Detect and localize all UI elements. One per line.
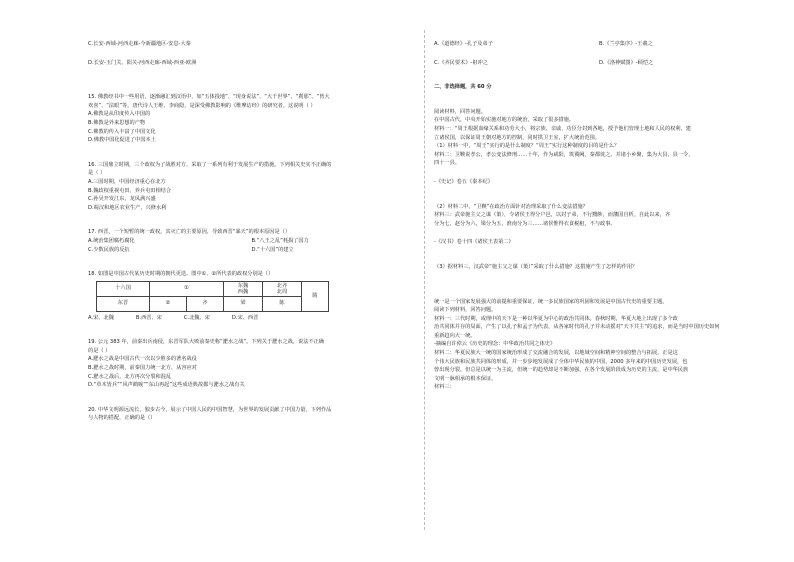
question-stem: 的是（ ） <box>88 347 111 354</box>
option-b: B.魏政权重视屯田，养兵屯田相结合 <box>88 187 172 194</box>
option-c: C.佛教的传入丰富了中国文化 <box>88 128 156 135</box>
text-line: 曾出现分裂，但总是以统一为主流，但统一的趋势却是不断加强，在各个发展阶段成为历史的主流，是中华民族 <box>434 367 689 374</box>
question-18 <box>88 270 415 322</box>
table-cell: 十六国 <box>97 281 150 296</box>
option-a: A.三国时期，中国经济重心在北方 <box>88 178 166 185</box>
table-cell: 北齐 北周 <box>263 281 302 296</box>
q20-options <box>434 40 764 49</box>
option-a: A.淝水之战是中国古代一次以少胜多的著名战役 <box>88 356 197 363</box>
question-stem: 欢喜”、“法眼”等。唐代诗人王维、李商隐，是深受佛教影响的《维摩诘经》的研究者。这说明（ ） <box>88 102 316 109</box>
text-line: 阅读材料，回答问题。 <box>434 108 486 115</box>
option-d: D.长安-玉门关、阳关-河西走廊-西域-西亚-欧洲 <box>88 59 197 66</box>
text-line: 材料三：武帝施主父之谋（策），令诸侯王得分户邑，以封子弟，不行黜陟，而藩国自析。自此以来，齐 <box>434 212 671 219</box>
option-a: A.统治集团腐朽腐化 <box>88 237 135 244</box>
dynasty-table <box>96 281 329 312</box>
table-cell: 隋 <box>302 281 329 311</box>
option-c: C.少数民族的反抗 <box>88 246 130 253</box>
option-b: B.《兰亭集序》-王羲之 <box>599 41 653 47</box>
question-21 <box>434 108 764 392</box>
text-line: 四十一县。 <box>434 160 460 167</box>
table-cell: 东晋 <box>97 296 150 311</box>
text-line: 个伟大民族和民族共同体的形成，并一步步地发展成了全体中华民族的中国，2000 多年来的中国历史发展，也 <box>434 358 688 365</box>
question-stem: 16. 三国鼎立时期，三个政权为了战胜对方，采取了一系列有利于发展生产的措施。下列相关史实不正确的 <box>88 161 332 168</box>
citation: -《史记》卷五《秦本纪》 <box>434 178 493 185</box>
column-divider <box>424 30 425 530</box>
question-20 <box>88 406 415 423</box>
table-cell: ① <box>150 281 224 296</box>
text-line: 材料三： <box>434 384 455 391</box>
options-row <box>88 314 415 323</box>
question-stem: 20. 中华文明源远流长，独步古今，展示了中国人民的中国智慧，为世界的发展贡献了中国力量，下列作品 <box>88 406 332 413</box>
text-line: 材料二：卫鞅说孝公，孝公变法修刑……十年，作为咸阳，筑冀阙，秦都徙之。并诸小乡聚，集为大县，县一令， <box>434 151 694 158</box>
option-c: C.淝水之战后，北方再次分裂和混乱 <box>88 373 172 380</box>
sub-question: （2）材料二中，“卫鞅”在政治方面针对治理采取了什么变法措施？ <box>434 203 588 210</box>
text-line: 材料二：华夏民族大一统的国家统治形成了交流融合的发展，以地域空间和精神空间的整合与拓展，正是这 <box>434 350 678 357</box>
question-stem: 18. 如图是中国古代某历史时期的朝代更迭。图中①、②所代表的政权分别是（） <box>88 271 274 278</box>
question-19 <box>88 338 415 390</box>
option-b: B.佛教是外来思想的产物 <box>88 119 146 126</box>
citation: -《汉书》卷十四《诸侯王表第二》 <box>434 239 514 246</box>
left-column <box>88 40 415 423</box>
text-line: 阅读下列材料，回答问题。 <box>434 307 497 314</box>
text-line: 分为七，赵分为六，梁分为五，淮南分为三……诸侯惟得衣食税租，不与政事。 <box>434 220 616 227</box>
text-line: 在中国古代，中央开始实施对地方的统治，采取了很多措施。 <box>434 117 575 124</box>
option-d: D.《洛神赋图》-顾恺之 <box>599 59 654 66</box>
section-title: 二、非选择题，共 60 分 <box>434 84 492 91</box>
option-c: C.孙吴开发江东，龙凤满兴盛 <box>88 196 156 203</box>
option-d: D.“十六国”的建立 <box>251 246 294 253</box>
option-b: B.淝水之战时期，前秦国力统一北方，从容应对 <box>88 365 197 372</box>
option-d: D.“草木皆兵”“风声鹤唳”“东山再起”这些成语典故都与淝水之战有关 <box>88 382 245 389</box>
option-d: D.蜀汉和地区农业生产，兴修水利 <box>88 204 167 211</box>
question-16 <box>88 161 415 213</box>
text-line: 治共同体并存的局面，产生了以孔子和孟子为代表，从各家时代的孔子并未动摇对“天下共主”的追求，而是当时中国历史如何 <box>434 324 720 331</box>
option-d: D.宋、西晋 <box>231 314 259 321</box>
option-b: B.“八王之乱”耗损了国力 <box>251 237 309 244</box>
option-a: A.宋、北魏 <box>88 314 114 321</box>
option-c: C.长安-西域-河西走廊-今新疆地区-安息-大秦 <box>88 41 191 47</box>
option-c: C.《齐民要术》-祖冲之 <box>434 59 488 66</box>
text-line: 统一是一个国家发展强大的前提和重要保证，统一多民族国家的巩固和发展是中国古代史的重要主题。 <box>434 298 668 305</box>
table-cell: 陈 <box>263 296 302 311</box>
sub-question: （3）据材料三，汉武帝“施主父之谋（策）”采取了什么措施？这措施产生了怎样的作用？ <box>434 263 638 270</box>
options-grid <box>88 237 415 254</box>
option-c: C.北魏、宋 <box>183 314 210 321</box>
text-line: 重新趋向大一统。 <box>434 332 476 339</box>
question-17 <box>88 228 415 254</box>
question-stem: 是（ ） <box>88 170 106 177</box>
q20-options <box>434 59 764 68</box>
table-cell: ② <box>150 296 187 311</box>
table-cell: 梁 <box>224 296 263 311</box>
table-cell: 东魏 西魏 <box>224 281 263 296</box>
question-stem: 17. 西晋，一个短暂的统一政权，其灭亡的主要原因，导致西晋“暴天”的根本原因是（） <box>88 229 291 236</box>
question-stem: 与人物的搭配，正确的是（） <box>88 415 156 422</box>
text-line: 材料一：三代时期，或理中的天下是一种以华夏为中心的政治共同体。春秋时期，华夏大地上出现了多个政 <box>434 315 678 322</box>
text-line: 材料一：“周王根据血缘关系和功劳大小，将宗族、亲戚、功臣分封到各地，授予他们管理土地和人民的权利，建 <box>434 125 691 132</box>
question-stem: 19. 公元 383 年，前秦出兵南侵，东晋军队大败前秦史称“淝水之战”。下列关于淝水之战，说法不正确 <box>88 339 324 346</box>
right-column <box>434 40 764 392</box>
text-line: 立诸侯国，以保证周王朝对地方的控制，同时拱卫王室，扩大统治范围。 <box>434 134 601 141</box>
text-line: （1）材料一中，“周王”实行的是什么制度？“周王”实行这种制度的目的是什么？ <box>434 143 620 150</box>
option-a: A.《道德经》-孔子及弟子 <box>434 41 493 47</box>
question-15 <box>88 93 415 145</box>
question-stem: 15. 佛教经书中一些用语，逐渐融汇到汉语中，如“五体投地”、“现身说法”、“大千世界”、“刹那”、“皆大 <box>88 94 330 101</box>
option-d: D.佛教中国化促进了中国本土 <box>88 137 156 144</box>
citation: -摘编自许倬云《历史的理念：中华政治共同之体史》 <box>434 341 556 348</box>
option-b: B.西晋、宋 <box>135 314 162 321</box>
option-a: A.佛教是从印度传入中国的 <box>88 111 151 118</box>
text-line: 文明一脉相承的根本保证。 <box>434 375 497 382</box>
table-cell: 齐 <box>187 296 224 311</box>
